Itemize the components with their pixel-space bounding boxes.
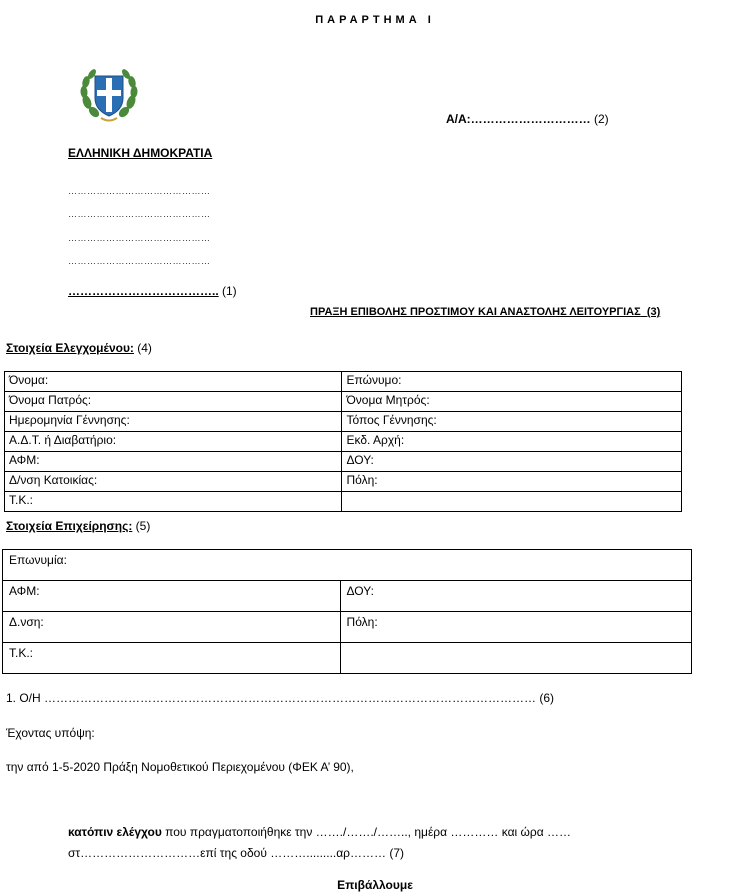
table-cell-right: Επώνυμο: <box>342 372 682 392</box>
inspection-bold: κατόπιν ελέγχου <box>68 825 162 839</box>
impose-heading: Επιβάλλουμε <box>337 878 413 892</box>
item-1-note: (6) <box>539 691 555 705</box>
document-title: ΠΑΡΑΡΤΗΜΑ Ι <box>315 14 435 26</box>
table-cell-left: Ημερομηνία Γέννησης: <box>5 412 342 432</box>
serial-number-dots: ………………………… <box>470 112 591 126</box>
table-cell-left: Όνομα: <box>5 372 342 392</box>
table-row <box>3 550 692 581</box>
authority-dots-line: ……………………………………… <box>68 209 211 219</box>
considering-text: Έχοντας υπόψη: <box>6 726 95 740</box>
authority-dots-line: ……………………………………… <box>68 233 211 243</box>
law-reference: την από 1-5-2020 Πράξη Νομοθετικού Περιεχομένου (ΦΕΚ Α’ 90), <box>6 760 354 774</box>
table-cell-right <box>340 643 691 674</box>
table-cell-left: ΑΦΜ: <box>3 581 341 612</box>
act-title-text: ΠΡΑΞΗ ΕΠΙΒΟΛΗΣ ΠΡΟΣΤΙΜΟΥ ΚΑΙ ΑΝΑΣΤΟΛΗΣ ΛΕΙΤΟΥΡΓΙΑΣ <box>310 306 641 318</box>
inspected-table <box>4 371 682 512</box>
table-cell-left: Α.Δ.Τ. ή Διαβατήριο: <box>5 432 342 452</box>
serial-number-note: (2) <box>594 112 609 126</box>
table-row <box>3 612 692 643</box>
table-row <box>5 452 682 472</box>
table-cell-right: Πόλη: <box>340 612 691 643</box>
business-heading-text: Στοιχεία Επιχείρησης: <box>6 519 133 533</box>
inspected-heading-note: (4) <box>137 341 152 355</box>
table-cell-right: ΔΟΥ: <box>340 581 691 612</box>
act-title <box>310 306 660 318</box>
authority-dots-line: ……………………………………… <box>68 256 211 266</box>
table-row <box>5 472 682 492</box>
table-cell-right: ΔΟΥ: <box>342 452 682 472</box>
business-heading-note: (5) <box>135 519 151 533</box>
table-row <box>3 643 692 674</box>
table-cell-left: Δ.νση: <box>3 612 341 643</box>
serial-number <box>446 112 609 126</box>
table-cell-right: Πόλη: <box>342 472 682 492</box>
table-row <box>5 412 682 432</box>
inspected-heading-text: Στοιχεία Ελεγχομένου: <box>6 341 134 355</box>
table-cell-left: Όνομα Πατρός: <box>5 392 342 412</box>
table-cell-right: Όνομα Μητρός: <box>342 392 682 412</box>
item-1-label: 1. Ο/Η <box>6 691 41 705</box>
table-row <box>5 432 682 452</box>
authority-line <box>68 284 237 298</box>
business-name-cell: Επωνυμία: <box>3 550 692 581</box>
item-1 <box>6 691 554 705</box>
table-cell-right: Τόπος Γέννησης: <box>342 412 682 432</box>
item-1-dots: …………………………………………………………………………………………………………… <box>44 691 537 705</box>
table-cell-left: Τ.Κ.: <box>3 643 341 674</box>
table-row <box>5 372 682 392</box>
authority-line-dots: ……………………………….. <box>68 284 219 298</box>
republic-heading: ΕΛΛΗΝΙΚΗ ΔΗΜΟΚΡΑΤΙΑ <box>68 146 213 160</box>
table-cell-left: Δ/νση Κατοικίας: <box>5 472 342 492</box>
authority-line-note: (1) <box>222 284 237 298</box>
table-row <box>5 492 682 512</box>
inspection-line <box>68 825 571 839</box>
authority-dots-line: ……………………………………… <box>68 186 211 196</box>
serial-number-label: Α/Α: <box>446 112 471 126</box>
business-heading <box>6 519 150 533</box>
business-table <box>2 549 692 674</box>
table-row <box>5 392 682 412</box>
inspected-heading <box>6 341 152 355</box>
inspection-text: που πραγματοποιήθηκε την ……./……./…….., ημέρα ………… και ώρα …… <box>161 825 571 839</box>
location-line: στ…………………………επί της οδού ……….........αρ……… (7) <box>68 846 404 860</box>
table-row <box>3 581 692 612</box>
table-cell-left: Τ.Κ.: <box>5 492 342 512</box>
table-cell-right: Εκδ. Αρχή: <box>342 432 682 452</box>
table-cell-right <box>342 492 682 512</box>
greek-coat-of-arms-icon <box>77 66 141 124</box>
act-title-note: (3) <box>646 306 661 318</box>
table-cell-left: ΑΦΜ: <box>5 452 342 472</box>
